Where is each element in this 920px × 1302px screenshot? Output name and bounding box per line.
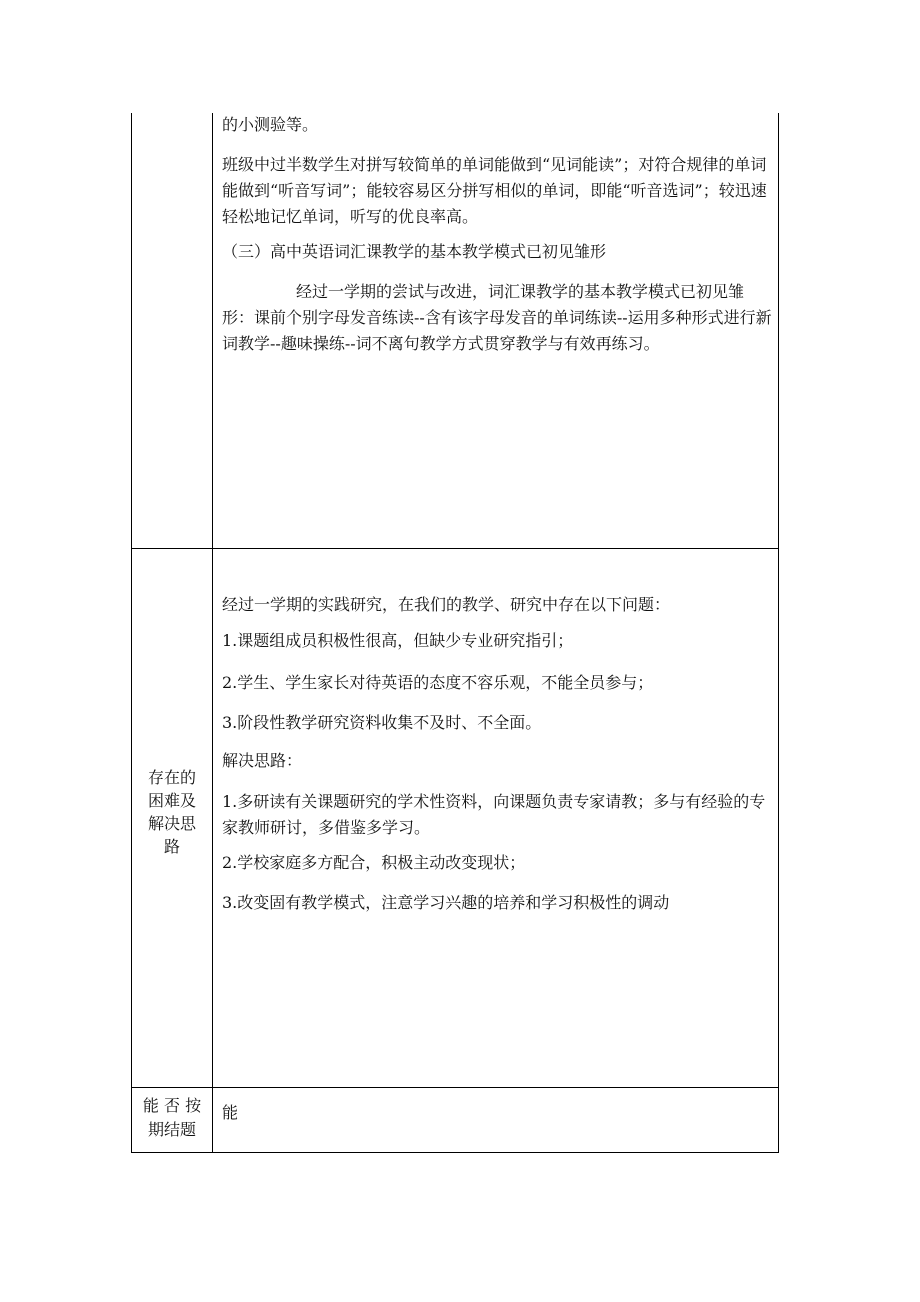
paragraph-vocabulary-results: 班级中过半数学生对拼写较简单的单词能做到“见词能读”；对符合规律的单词能做到“听音写词”；能较容易区分拼写相似的单词，即能“听音选词”；较迅速轻松地记忆单词，听写的优良率高。 <box>222 155 767 226</box>
solutions-title: 解决思路： <box>222 751 303 770</box>
section-heading-3: （三）高中英语词汇课教学的基本教学模式已初见雏形 <box>222 242 607 261</box>
table-column-divider <box>212 113 213 1153</box>
row-label-completion <box>132 1094 212 1142</box>
solution-item: 1.多研读有关课题研究的学术性资料，向课题负责专家请教；多与有经验的专家教师研讨，多借鉴多学习。 <box>222 792 766 837</box>
label-line: 期结题 <box>147 1120 196 1139</box>
solution-item: 3.改变固有教学模式，注意学习兴趣的培养和学习积极性的调动 <box>222 893 670 912</box>
row-divider-2 <box>131 1087 779 1088</box>
label-line: 解决思 <box>147 814 196 833</box>
problem-item: 2.学生、学生家长对待英语的态度不容乐观，不能全员参与； <box>222 673 654 692</box>
label-line: 困难及 <box>147 791 196 810</box>
table-bottom-border <box>131 1152 779 1153</box>
problems-intro: 经过一学期的实践研究，在我们的教学、研究中存在以下问题： <box>222 595 671 614</box>
row-divider-1 <box>131 548 779 549</box>
problem-item: 1.课题组成员积极性很高，但缺少专业研究指引； <box>222 631 574 650</box>
problem-item: 3.阶段性教学研究资料收集不及时、不全面。 <box>222 713 542 732</box>
label-line: 能 否 按 <box>142 1096 202 1115</box>
row-label-difficulties <box>132 766 212 858</box>
label-line: 路 <box>163 837 180 856</box>
solution-item: 2.学校家庭多方配合，积极主动改变现状； <box>222 853 526 872</box>
text-line-continuation: 的小测验等。 <box>222 115 319 134</box>
table-left-border <box>131 113 132 1153</box>
completion-answer: 能 <box>222 1103 239 1122</box>
label-line: 存在的 <box>147 768 196 787</box>
paragraph-teaching-model: 经过一学期的尝试与改进，词汇课教学的基本教学模式已初见雏形：课前个别字母发音练读--含有该字母发音的单词练读--运用多种形式进行新词教学--趣味操练--词不离句教学方式贯穿教学与有效再练习。 <box>222 282 772 353</box>
table-right-border <box>778 113 779 1153</box>
